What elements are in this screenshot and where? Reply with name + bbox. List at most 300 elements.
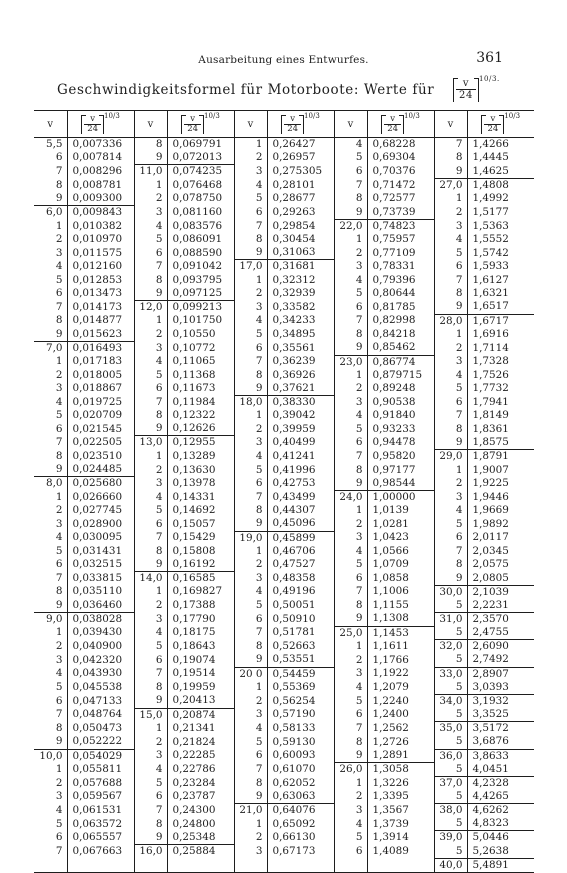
cell-v: 5 xyxy=(134,776,167,790)
cell-v: 7 xyxy=(434,409,467,422)
cell-value: 0,13630 xyxy=(167,463,234,477)
cell-value: 0,17790 xyxy=(167,612,234,626)
cell-value: 1,1611 xyxy=(367,640,434,654)
table-row xyxy=(34,341,534,355)
cell-v: 9 xyxy=(334,477,367,491)
cell-v: 6 xyxy=(134,246,167,260)
cell-value: 0,059567 xyxy=(67,790,134,804)
table-row xyxy=(34,436,534,450)
cell-value: 0,14331 xyxy=(167,491,234,505)
cell-value: 2,1039 xyxy=(467,585,534,599)
cell-value: 0,43499 xyxy=(267,491,334,505)
cell-value: 0,26427 xyxy=(267,138,334,152)
cell-v: 4 xyxy=(334,545,367,558)
cell-value: 4,6262 xyxy=(467,804,534,818)
cell-value: 0,16585 xyxy=(167,572,234,586)
cell-value: 0,043930 xyxy=(67,667,134,681)
cell-v: 3 xyxy=(334,531,367,545)
table-row xyxy=(34,558,534,572)
cell-v: 7 xyxy=(334,178,367,192)
cell-v: 4 xyxy=(334,138,367,152)
cell-v: 4 xyxy=(234,314,267,328)
table-row xyxy=(34,626,534,640)
cell-v: 27,0 xyxy=(434,178,467,192)
cell-value: 0,41241 xyxy=(267,450,334,464)
cell-v: 5 xyxy=(234,463,267,477)
cell-value: 0,29263 xyxy=(267,206,334,220)
cell-v: 8 xyxy=(234,640,267,654)
cell-value: 0,20874 xyxy=(167,708,234,722)
cell-value: 0,20413 xyxy=(167,694,234,708)
cell-value: 0,18643 xyxy=(167,640,234,654)
table-row xyxy=(34,328,534,342)
cell-v: 9 xyxy=(134,422,167,436)
cell-v: 2 xyxy=(34,640,67,654)
cell-v: 9 xyxy=(134,831,167,845)
cell-value: 0,11065 xyxy=(167,355,234,369)
cell-v: 7 xyxy=(434,274,467,287)
running-head: Ausarbeitung eines Entwurfes. xyxy=(198,54,369,66)
cell-v: 8 xyxy=(334,599,367,613)
cell-v: 1 xyxy=(134,722,167,736)
cell-v: 5 xyxy=(334,422,367,436)
cell-value: 0,093795 xyxy=(167,274,234,287)
table-row xyxy=(34,287,534,301)
cell-v: 9 xyxy=(334,749,367,763)
cell-v: 7,0 xyxy=(34,341,67,355)
cell-value: 0,091042 xyxy=(167,260,234,274)
cell-value: 0,46706 xyxy=(267,545,334,558)
cell-value: 1,9446 xyxy=(472,490,509,503)
cell-value: 0,040900 xyxy=(67,640,134,654)
cell-value: 1,7328 xyxy=(472,355,509,368)
cell-value: 0,010382 xyxy=(67,219,134,233)
cell-value: 0,076468 xyxy=(167,178,234,192)
cell-v: 7 xyxy=(34,300,67,314)
cell-v: 4 xyxy=(234,450,267,464)
cell-v: 6 xyxy=(434,395,467,409)
cell-value: 0,72577 xyxy=(367,192,434,206)
table-row xyxy=(34,776,534,790)
cell-value: 1,2726 xyxy=(367,735,434,749)
cell-v: 7 xyxy=(134,667,167,681)
table-row xyxy=(34,599,534,613)
cell-v: 38,0 xyxy=(434,804,467,818)
cell-value: 0,18175 xyxy=(167,626,234,640)
cell-v: 8 xyxy=(234,369,267,382)
cell-value: 0,85462 xyxy=(367,341,434,355)
cell-v: 25,0 xyxy=(334,626,367,640)
cell-value: 0,67173 xyxy=(267,845,334,859)
table-row xyxy=(34,612,534,626)
cell-value: 2,0117 xyxy=(472,531,509,544)
cell-v: 23,0 xyxy=(334,355,367,369)
cell-v: 5 xyxy=(34,545,67,558)
cell-v: 2 xyxy=(234,422,267,436)
cell-v: 5 xyxy=(134,640,167,654)
cell-value: 1,5177 xyxy=(472,206,509,219)
cell-v: 2 xyxy=(134,463,167,477)
cell-v: 20 0 xyxy=(234,667,267,681)
cell-v: 5 xyxy=(234,192,267,206)
cell-value: 0,61070 xyxy=(267,763,334,777)
cell-value: 0,099213 xyxy=(167,300,234,314)
cell-v: 4 xyxy=(34,395,67,409)
cell-value: 0,10772 xyxy=(167,341,234,355)
cell-value: 2,8907 xyxy=(467,667,534,681)
cell-value: 0,013473 xyxy=(67,287,134,301)
table-row xyxy=(34,640,534,654)
cell-value: 0,016493 xyxy=(67,341,134,355)
cell-v: 8 xyxy=(334,328,367,342)
cell-value: 0,55369 xyxy=(267,681,334,695)
cell-v: 6 xyxy=(434,531,467,545)
cell-value: 0,008296 xyxy=(67,165,134,179)
cell-v: 5 xyxy=(434,517,467,531)
cell-value: 0,24300 xyxy=(167,804,234,818)
cell-value: 0,026660 xyxy=(67,491,134,505)
cell-v: 3 xyxy=(134,341,167,355)
table-row xyxy=(34,572,534,586)
cell-v: 9 xyxy=(34,192,67,206)
cell-v: 9 xyxy=(134,694,167,708)
cell-value: 0,047133 xyxy=(67,694,134,708)
cell-v: 6 xyxy=(34,422,67,436)
cell-v: 1 xyxy=(234,409,267,422)
cell-value: 0,41996 xyxy=(267,463,334,477)
cell-value: 1,1766 xyxy=(367,653,434,667)
header-v: v xyxy=(434,111,467,138)
cell-value: 0,49196 xyxy=(267,585,334,599)
table-row xyxy=(34,845,534,859)
cell-value: 0,023510 xyxy=(67,450,134,464)
formula-bracket xyxy=(453,78,479,102)
cell-v: 1 xyxy=(134,314,167,328)
table-row xyxy=(34,749,534,763)
cell-value: 1,0566 xyxy=(367,545,434,558)
cell-value: 2,6090 xyxy=(467,640,534,654)
cell-v: 2 xyxy=(34,233,67,246)
cell-value: 0,083576 xyxy=(167,219,234,233)
cell-v: 14,0 xyxy=(134,572,167,586)
cell-v: 7 xyxy=(34,572,67,586)
formula-denominator: 24 xyxy=(459,90,473,101)
cell-v: 9,0 xyxy=(34,612,67,626)
cell-v: 6 xyxy=(34,831,67,845)
table-row xyxy=(34,178,534,192)
cell-value: 2,0345 xyxy=(472,544,509,557)
table-row xyxy=(34,763,534,777)
cell-v: 9 xyxy=(334,341,367,355)
cell-v: 3 xyxy=(134,749,167,763)
table-row xyxy=(34,395,534,409)
cell-v: 7 xyxy=(134,260,167,274)
cell-value: 1,1155 xyxy=(367,599,434,613)
cell-value: 0,010970 xyxy=(67,233,134,246)
cell-v: 2 xyxy=(34,504,67,517)
cell-value: 0,23787 xyxy=(167,790,234,804)
cell-v: 7 xyxy=(34,436,67,450)
cell-value: 0,26957 xyxy=(267,151,334,165)
cell-value: 2,3570 xyxy=(467,612,534,626)
cell-v: 9 xyxy=(134,558,167,572)
cell-v: 33,0 xyxy=(434,667,467,681)
table-title xyxy=(57,75,527,106)
cell-value: 0,036460 xyxy=(67,599,134,613)
cell-value: 0,072013 xyxy=(167,151,234,165)
cell-value: 0,64076 xyxy=(267,804,334,818)
cell-value: 0,57190 xyxy=(267,708,334,722)
cell-value: 1,3914 xyxy=(367,831,434,845)
cell-value: 0,95820 xyxy=(367,450,434,464)
cell-v: 1 xyxy=(334,369,367,382)
cell-v: 7 xyxy=(434,138,467,152)
cell-v: 2 xyxy=(134,192,167,206)
cell-value: 1,3395 xyxy=(367,790,434,804)
cell-value: 0,009843 xyxy=(67,206,134,220)
table-row xyxy=(34,545,534,558)
cell-v: 5 xyxy=(334,287,367,301)
cell-value: 0,16192 xyxy=(167,558,234,572)
cell-value: 5,0446 xyxy=(467,831,534,845)
cell-value: 0,275305 xyxy=(267,165,334,179)
cell-value: 0,84218 xyxy=(367,328,434,342)
cell-value: 0,035110 xyxy=(67,585,134,599)
cell-value: 0,055811 xyxy=(67,763,134,777)
cell-v: 5 xyxy=(334,151,367,165)
cell-v: 2 xyxy=(234,694,267,708)
cell-v: 8 xyxy=(134,409,167,422)
cell-value: 0,012160 xyxy=(67,260,134,274)
cell-v: 3 xyxy=(434,219,467,233)
cell-value: 1,1922 xyxy=(367,667,434,681)
cell-value: 0,11984 xyxy=(167,395,234,409)
table-row xyxy=(34,667,534,681)
cell-value: 0,065557 xyxy=(67,831,134,845)
cell-value: 0,48358 xyxy=(267,572,334,586)
cell-value: 1,2562 xyxy=(367,722,434,736)
cell-v: 1 xyxy=(234,817,267,831)
cell-value: 0,21824 xyxy=(167,735,234,749)
cell-value: 3,6876 xyxy=(472,735,509,748)
cell-value: 0,009300 xyxy=(67,192,134,206)
cell-value: 1,4625 xyxy=(472,164,509,177)
cell-value: 0,77109 xyxy=(367,246,434,260)
cell-v: 1 xyxy=(434,463,467,477)
cell-value: 1,0858 xyxy=(367,572,434,586)
cell-v: 12,0 xyxy=(134,300,167,314)
cell-value: 2,2231 xyxy=(472,598,509,611)
cell-v: 5 xyxy=(434,708,467,722)
cell-value: 4,0451 xyxy=(472,762,509,775)
cell-v: 4 xyxy=(34,260,67,274)
cell-v: 1 xyxy=(334,776,367,790)
cell-v: 3 xyxy=(34,790,67,804)
cell-v: 6 xyxy=(134,653,167,667)
table-row xyxy=(34,531,534,545)
cell-v: 3 xyxy=(434,491,467,505)
table-row xyxy=(34,355,534,369)
cell-value: 0,045538 xyxy=(67,681,134,695)
cell-value: 0,94478 xyxy=(367,436,434,450)
cell-v: 8 xyxy=(134,681,167,695)
cell-value: 0,12322 xyxy=(167,409,234,422)
cell-v: 6 xyxy=(334,436,367,450)
cell-value: 0,68228 xyxy=(367,138,434,152)
table-row xyxy=(34,138,534,152)
cell-v xyxy=(34,858,67,872)
header-v: v xyxy=(334,111,367,138)
cell-v: 21,0 xyxy=(234,804,267,818)
cell-v: 9 xyxy=(434,300,467,314)
cell-value: 0,11368 xyxy=(167,369,234,382)
cell-v: 5 xyxy=(134,233,167,246)
cell-v: 7 xyxy=(234,355,267,369)
cell-v: 15,0 xyxy=(134,708,167,722)
cell-value: 0,13289 xyxy=(167,450,234,464)
cell-v: 5 xyxy=(434,845,467,859)
cell-value: 1,5363 xyxy=(472,219,509,232)
cell-value: 1,9892 xyxy=(472,517,509,530)
cell-value: 1,9225 xyxy=(472,477,509,490)
cell-v: 4 xyxy=(134,626,167,640)
table-row xyxy=(34,804,534,818)
cell-value: 0,80644 xyxy=(367,287,434,301)
value-table xyxy=(34,110,534,873)
header-v: v xyxy=(234,111,267,138)
cell-value: 1,5552 xyxy=(472,233,509,246)
cell-value: 3,0393 xyxy=(472,680,509,693)
table-row xyxy=(34,585,534,599)
cell-v: 8 xyxy=(234,504,267,517)
cell-v: 2 xyxy=(34,369,67,382)
cell-value: 0,42753 xyxy=(267,477,334,491)
table-row xyxy=(34,233,534,246)
cell-value: 0,052222 xyxy=(67,735,134,749)
cell-v: 6 xyxy=(234,341,267,355)
table-row xyxy=(34,817,534,831)
cell-v: 2 xyxy=(34,776,67,790)
cell-v: 5 xyxy=(434,246,467,260)
cell-v: 9 xyxy=(134,287,167,301)
header-formula: $\frac{v}{24}$ $^{10/3}$ xyxy=(467,111,534,138)
cell-v: 40,0 xyxy=(434,858,467,872)
cell-value: 0,82998 xyxy=(367,314,434,328)
cell-value: 0,50910 xyxy=(267,612,334,626)
cell-value: 1,2400 xyxy=(367,708,434,722)
cell-v: 13,0 xyxy=(134,436,167,450)
cell-v: 3 xyxy=(334,395,367,409)
cell-value: 0,86774 xyxy=(367,355,434,369)
cell-value: 0,014877 xyxy=(67,314,134,328)
cell-value: 0,50051 xyxy=(267,599,334,613)
cell-v: 30,0 xyxy=(434,585,467,599)
header-formula: $\frac{v}{24}$ $^{10/3}$ xyxy=(367,111,434,138)
cell-v: 3 xyxy=(34,382,67,396)
cell-v: 6 xyxy=(34,558,67,572)
cell-value: 0,007336 xyxy=(67,138,134,152)
cell-value: 1,0423 xyxy=(367,531,434,545)
cell-value: 0,54459 xyxy=(267,667,334,681)
cell-value: 0,018005 xyxy=(67,369,134,382)
cell-v: 2 xyxy=(434,477,467,491)
cell-value: 0,031431 xyxy=(67,545,134,558)
cell-v: 9 xyxy=(34,599,67,613)
cell-value: 0,44307 xyxy=(267,504,334,517)
cell-v: 8 xyxy=(334,735,367,749)
cell-v: 5 xyxy=(34,409,67,422)
cell-v: 1 xyxy=(34,219,67,233)
cell-value: 0,34895 xyxy=(267,328,334,342)
formula-exponent: 10/3. xyxy=(478,75,500,83)
cell-v: 6 xyxy=(134,382,167,396)
cell-v: 3 xyxy=(134,477,167,491)
cell-v: 5 xyxy=(234,599,267,613)
cell-value: 1,4445 xyxy=(472,151,509,164)
cell-value: 0,15429 xyxy=(167,531,234,545)
table-row xyxy=(34,653,534,667)
cell-value: 0,020709 xyxy=(67,409,134,422)
cell-value: 1,6321 xyxy=(472,286,509,299)
cell-value: 0,078750 xyxy=(167,192,234,206)
cell-v: 1 xyxy=(234,545,267,558)
cell-v: 8 xyxy=(434,558,467,572)
cell-v: 17,0 xyxy=(234,260,267,274)
cell-value: 0,93233 xyxy=(367,422,434,436)
cell-v: 6 xyxy=(334,165,367,179)
cell-v: 7 xyxy=(234,219,267,233)
cell-v: 4 xyxy=(434,233,467,246)
cell-v: 5,5 xyxy=(34,138,67,152)
cell-value xyxy=(367,858,434,872)
cell-value: 0,63063 xyxy=(267,790,334,804)
cell-v: 9 xyxy=(234,246,267,260)
cell-value: 0,057688 xyxy=(67,776,134,790)
cell-value: 0,042320 xyxy=(67,653,134,667)
cell-value: 0,086091 xyxy=(167,233,234,246)
cell-v: 8 xyxy=(134,138,167,152)
cell-v: 8 xyxy=(434,422,467,436)
cell-v: 3 xyxy=(34,246,67,260)
cell-v: 9 xyxy=(134,151,167,165)
cell-value: 0,91840 xyxy=(367,409,434,422)
cell-value: 0,014173 xyxy=(67,300,134,314)
cell-value: 0,067663 xyxy=(67,845,134,859)
cell-v: 9 xyxy=(434,436,467,450)
cell-value: 0,048764 xyxy=(67,708,134,722)
cell-value: 0,45899 xyxy=(267,531,334,545)
cell-v: 18,0 xyxy=(234,395,267,409)
cell-value: 1,8149 xyxy=(472,409,509,422)
cell-v: 3 xyxy=(334,667,367,681)
cell-value: 0,012853 xyxy=(67,274,134,287)
cell-value: 1,6517 xyxy=(472,300,509,313)
cell-v: 7 xyxy=(34,845,67,859)
cell-value: 0,37621 xyxy=(267,382,334,396)
formula-fraction xyxy=(456,78,476,101)
table-title-text: Geschwindigkeitsformel für Motorboote: Werte für xyxy=(57,82,435,98)
cell-value: 0,13978 xyxy=(167,477,234,491)
header-v: v xyxy=(34,111,67,138)
cell-v: 26,0 xyxy=(334,763,367,777)
cell-value: 0,59130 xyxy=(267,735,334,749)
cell-value: 0,65092 xyxy=(267,817,334,831)
cell-v: 2 xyxy=(334,653,367,667)
table-row xyxy=(34,790,534,804)
cell-value: 1,3226 xyxy=(367,776,434,790)
cell-value: 3,8633 xyxy=(467,749,534,763)
cell-value: 0,063572 xyxy=(67,817,134,831)
